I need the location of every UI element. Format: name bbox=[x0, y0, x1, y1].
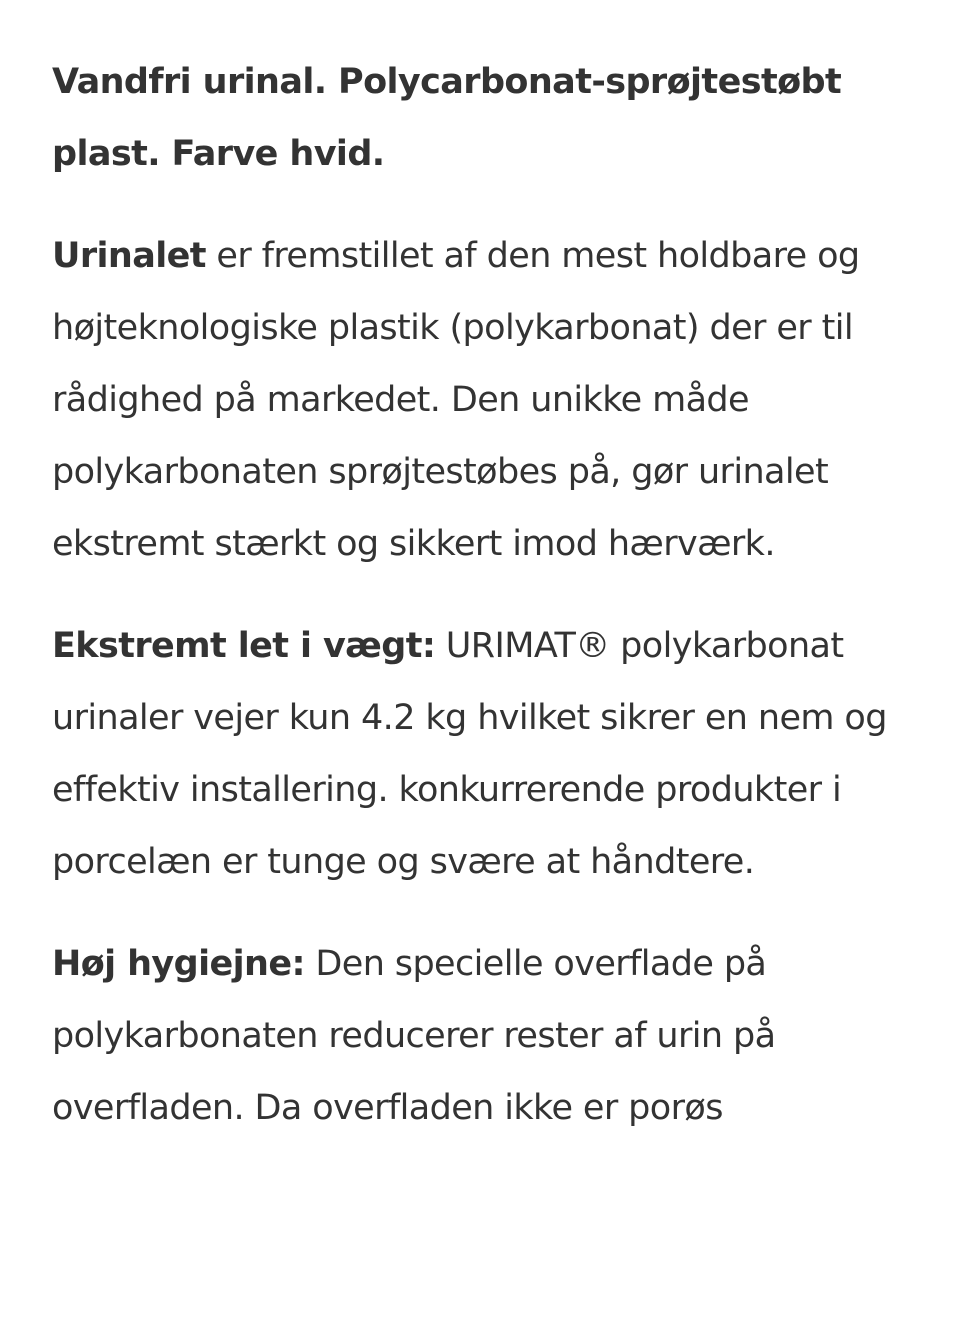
article-content bbox=[52, 46, 932, 1174]
paragraph-lead: Urinalet bbox=[52, 236, 206, 276]
paragraph-material bbox=[52, 220, 932, 580]
paragraph-lead: Høj hygiejne: bbox=[52, 944, 305, 984]
paragraph-text: URIMAT® polykarbonat urinaler vejer kun 4.2 kg hvilket sikrer en nem og effektiv installering. konkurrerende produkter i porcelæn er tunge og svære at håndtere. bbox=[52, 626, 887, 882]
paragraph-weight bbox=[52, 610, 932, 898]
paragraph-text: Den specielle overflade på polykarbonaten reducerer rester af urin på overfladen. Da overfladen ikke er porøs bbox=[52, 944, 776, 1128]
article-heading: Vandfri urinal. Polycarbonat-sprøjtestøbt plast. Farve hvid. bbox=[52, 62, 842, 174]
paragraph-hygiene bbox=[52, 928, 932, 1144]
paragraph-text: er fremstillet af den mest holdbare og højteknologiske plastik (polykarbonat) der er til rådighed på markedet. Den unikke måde polykarbonaten sprøjtestøbes på, gør urinalet ekstremt stærkt og sikkert imod hærværk. bbox=[52, 236, 860, 564]
paragraph-lead: Ekstremt let i vægt: bbox=[52, 626, 436, 666]
